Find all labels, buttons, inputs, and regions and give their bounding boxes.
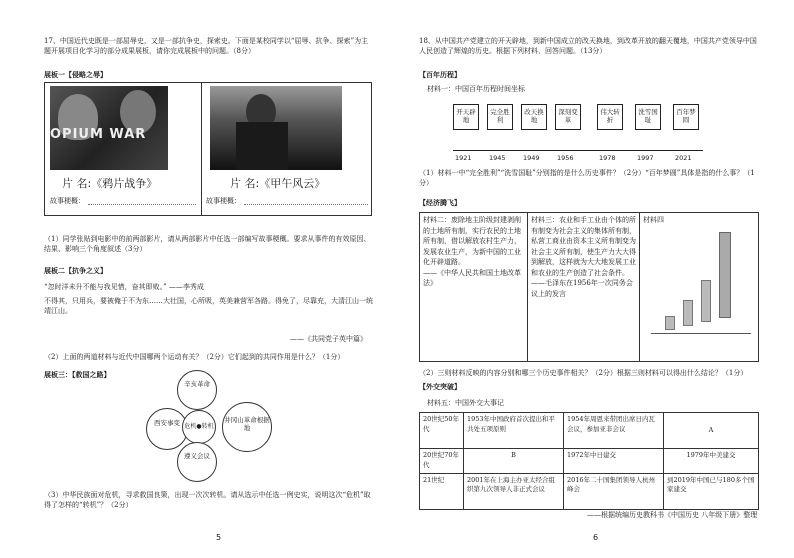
material1-label: 材料一：中国百年历程时间坐标	[427, 85, 525, 93]
timeline-year-2: 1945	[489, 154, 506, 162]
story2-answer-line[interactable]	[244, 204, 368, 205]
circle-xinhai: 辛亥革命	[177, 370, 217, 410]
table-cell: 21世纪	[420, 473, 464, 509]
board1-divider	[201, 82, 202, 216]
q18-intro: 18、从中国共产党建立的开天辟地，到新中国成立的改天换地，到改革开放的翻天覆地，中国共产党领导中国人民创造了辉煌的历史。根据下列材料，回答问题。（13分）	[419, 37, 757, 56]
opium-war-poster-image	[50, 86, 168, 170]
q17-part1: （1）同学张贴到电影中的前两部影片，请从两部影片中任选一部编写故事梗概。要求从事件的有效原因、结果、影响三个角度叙述（3分）	[44, 235, 371, 254]
material2-cell	[420, 213, 528, 362]
q18-part1: （1）材料一中“完全胜利”“洗雪国耻”分别指的是什么历史事件？（2分）“百年梦圆”具体是指的什么事？（1分）	[419, 169, 755, 188]
page-number-6: 6	[593, 533, 599, 542]
timeline-year-1: 1921	[455, 154, 472, 162]
material3-cell	[528, 213, 640, 362]
table-cell: 1972年中日建交	[564, 449, 664, 474]
material2-source: ——《中华人民共和国土地改革法》	[423, 268, 521, 287]
timeline-item-2: 完全胜利	[487, 104, 513, 130]
section-economy: 【经济腾飞】	[419, 198, 461, 207]
table-cell: 2001年在上海主办亚太经合组织第九次领导人非正式会议	[464, 473, 564, 509]
story1-label: 故事梗概：	[50, 197, 85, 205]
material4-label: 材料四	[643, 216, 664, 224]
table-cell: 2016年二十国集团领导人杭州峰会	[564, 473, 664, 509]
table-cell: 到2019年中国已与180多个国家建交	[664, 473, 759, 509]
q17-intro: 17、中国近代史既是一部屈辱史，又是一部抗争史，探索史。下面是某校同学以“屈辱、抗争、探索”为主题开展项目化学习的部分成果展板，请你完成展板中的问题。（8分）	[44, 37, 369, 56]
table-cell: 1979年中美建交	[664, 449, 759, 474]
jiawu-poster-image	[210, 86, 342, 170]
film1-title: 片 名:《鸦片战争》	[62, 177, 158, 190]
q17-part2: （2）上面的两道材料与近代中国哪两个运动有关？（2分）它们起到的共同作用是什么？（1分）	[44, 353, 345, 361]
timeline-item-7: 百年梦圆	[673, 104, 699, 130]
timeline-year-3: 1949	[523, 154, 540, 162]
section-diplomacy: 【外交突破】	[419, 382, 461, 391]
material3-source: ——毛泽东在1956年一次同务会议上的发言	[531, 279, 633, 298]
diplomacy-table	[419, 412, 759, 510]
table-cell: 1954年周恩来带团出席日内瓦会议，参加亚非会议	[564, 413, 664, 449]
timeline-year-4: 1956	[557, 154, 574, 162]
timeline-year-7: 2021	[675, 154, 692, 162]
page-6	[397, 0, 794, 558]
circle-jinggangshan: 井冈山革命根据地	[222, 402, 272, 452]
quote1: “忽时洋未升不能与我见惜，奋其即败。” ——李秀成	[44, 283, 204, 291]
timeline-item-6: 洗雪国耻	[635, 104, 661, 130]
timeline-axis	[453, 150, 703, 151]
table-cell: 1953年中国政府首次提出和平共处五项原则	[464, 413, 564, 449]
table-row	[420, 413, 759, 449]
section-history: 【百年历程】	[419, 70, 461, 79]
material4-cell	[640, 213, 759, 362]
table-row	[420, 449, 759, 474]
story2-label: 故事梗概：	[206, 197, 241, 205]
story1-answer-line[interactable]	[88, 204, 196, 205]
q17-part3: （3）中华民族面对危机，寻求救国良策，出现一次次转机。请从选示中任选一例史实，说明这次“危机”取得了怎样的“转机”？（2分）	[44, 491, 371, 510]
table-cell: 20世纪70年代	[420, 449, 464, 474]
board3-title: 展板三：【救国之路】	[44, 370, 111, 379]
poster-title-text: OPIUM WAR	[50, 127, 147, 142]
circle-xian: 西安事变	[146, 408, 188, 450]
circle-zunyi: 遵义会议	[177, 442, 217, 482]
circle-crisis-turn: 危机●转机	[182, 410, 216, 444]
table-cell: 20世纪50年代	[420, 413, 464, 449]
film2-title: 片 名:《甲午风云》	[230, 177, 326, 190]
timeline-item-1: 开天辟地	[453, 104, 479, 130]
table-cell-blank-a: A	[664, 413, 759, 449]
material2-text: 材料二：废除地主阶级封建剥削的土地所有制，实行农民的土地所有制，借以解放农村生产力，发展农业生产，为新中国的工业化开辟道路。	[423, 216, 521, 266]
timeline-item-5: 伟大转折	[597, 104, 623, 130]
table-source: ——根据统编历史教科书《中国历史 八年级下册》整理	[587, 511, 758, 519]
timeline-item-3: 改天换地	[521, 104, 547, 130]
material3-text: 材料三：农业和手工业由个体的所有制变为社会主义的集体所有制，私营工商业由资本主义所有制变为社会主义所有制，使生产力大大得到解放，这样就为大大地发展工业和农业的生产创造了社会条件。	[531, 216, 636, 277]
timeline-year-5: 1978	[599, 154, 616, 162]
material5-label: 材料五：中国外交大事记	[427, 399, 504, 407]
timeline-year-6: 1997	[637, 154, 654, 162]
timeline-item-4: 深刻变革	[555, 104, 581, 130]
table-cell-blank-b: B	[464, 449, 564, 474]
quote2: 不得其，只用兵，要被俺于不为东……大壮国，心所吸，英美兼营军各路。得免了，尽靠充，大清江山一统靖江山。	[44, 297, 373, 316]
page-number-5: 5	[216, 533, 222, 542]
board1-title: 展板一【侵略之辱】	[44, 70, 107, 79]
economy-materials-table	[419, 212, 759, 362]
quote-source: ——《共同党子英中篇》	[290, 335, 367, 343]
material4-chart-image	[643, 226, 755, 344]
q18-part2: （2）三则材料反映的内容分别和哪三个历史事件相关？（2分）根据三则材料可以得出什么结论？（1分）	[419, 369, 748, 377]
board2-title: 展板二【抗争之义】	[44, 266, 107, 275]
table-row	[420, 473, 759, 509]
